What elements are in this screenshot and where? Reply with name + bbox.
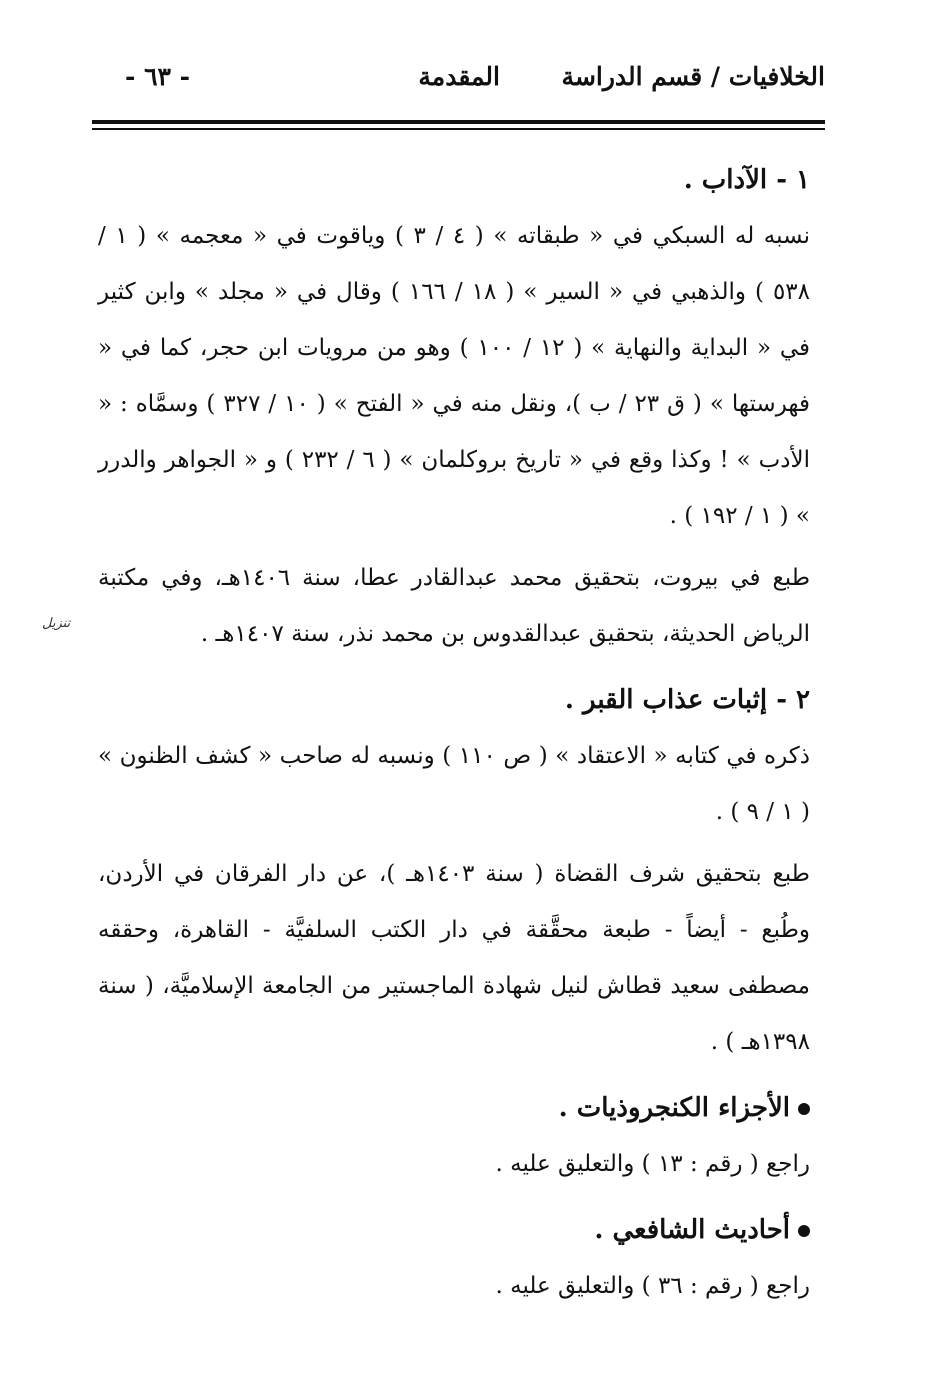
bullet-1-heading-text: الأجزاء الكنجروذيات .	[558, 1093, 790, 1123]
spacer	[98, 1192, 810, 1202]
bullet-2-heading-text: أحاديث الشافعي .	[594, 1215, 790, 1245]
bullet-icon	[798, 1103, 810, 1115]
section-title: المقدمة	[418, 62, 500, 91]
handwritten-margin-note: تنزيل	[42, 616, 71, 631]
spacer	[98, 662, 810, 672]
page-header	[95, 62, 825, 106]
bullet-icon	[798, 1225, 810, 1237]
bullet-2-text: راجع ( رقم : ٣٦ ) والتعليق عليه .	[495, 1273, 810, 1299]
page-content	[98, 152, 810, 1314]
item-2-paragraph-1: ذكره في كتابه « الاعتقاد » ( ص ١١٠ ) ونسبه له صاحب « كشف الظنون » ( ١ / ٩ ) .	[98, 743, 810, 825]
spacer	[98, 1070, 810, 1080]
header-rule-thick	[92, 120, 825, 124]
page-number: - ٦٣ -	[125, 62, 191, 91]
item-2-heading: ٢ - إثبات عذاب القبر .	[564, 685, 810, 715]
item-1-paragraph-1: نسبه له السبكي في « طبقاته » ( ٤ / ٣ ) وياقوت في « معجمه » ( ١ / ٥٣٨ ) والذهبي في « السير » ( ١٨ / ١٦٦ ) وقال في « مجلد » وابن كثير في « البداية والنهاية » ( ١٢ / ١٠٠ ) وهو من مرويات ابن حجر، كما في « فهرستها » ( ق ٢٣ / ب )، ونقل منه في « الفتح » ( ١٠ / ٣٢٧ ) وسمَّاه : « الأدب » ! وكذا وقع في « تاريخ بروكلمان » ( ٦ / ٢٣٢ ) و « الجواهر والدرر » ( ١ / ١٩٢ ) .	[98, 223, 811, 529]
bullet-2-heading	[98, 1202, 810, 1258]
item-2-paragraph-2: طبع بتحقيق شرف القضاة ( سنة ١٤٠٣هـ )، عن دار الفرقان في الأردن، وطُبع - أيضاً - طبعة محقَّقة في دار الكتب السلفيَّة - القاهرة، وحققه مصطفى سعيد قطاش لنيل شهادة الماجستير من الجامعة الإسلاميَّة، ( سنة ١٣٩٨هـ ) .	[98, 861, 810, 1055]
bullet-1-heading	[98, 1080, 810, 1136]
item-1-heading: ١ - الآداب .	[683, 165, 810, 195]
bullet-1-text: راجع ( رقم : ١٣ ) والتعليق عليه .	[495, 1151, 810, 1177]
header-rule-thin	[92, 128, 825, 130]
book-title: الخلافيات / قسم الدراسة	[561, 62, 825, 91]
item-1-paragraph-2: طبع في بيروت، بتحقيق محمد عبدالقادر عطا، سنة ١٤٠٦هـ، وفي مكتبة الرياض الحديثة، بتحقيق عبدالقدوس بن محمد نذر، سنة ١٤٠٧هـ .	[98, 565, 811, 647]
